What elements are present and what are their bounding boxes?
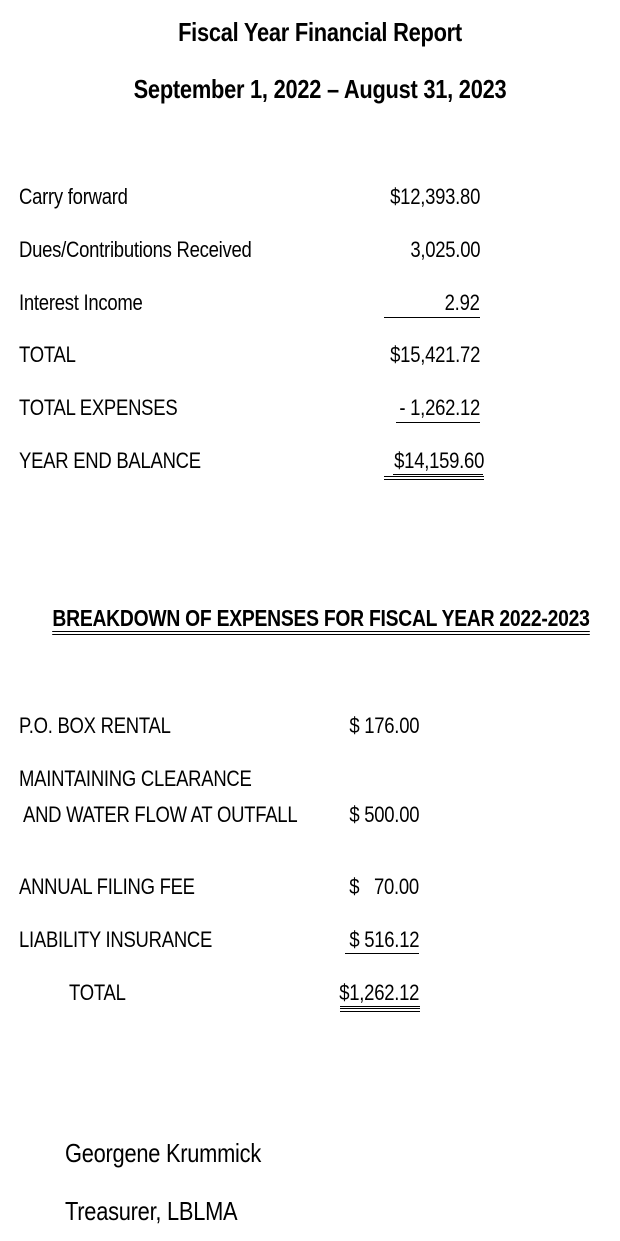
summary-label: Dues/Contributions Received <box>19 237 252 262</box>
summary-amount: - 1,262.12 <box>399 395 480 420</box>
expense-total-amount: $1,262.12 <box>339 980 419 1005</box>
summary-amount: 3,025.00 <box>410 237 480 262</box>
breakdown-heading: BREAKDOWN OF EXPENSES FOR FISCAL YEAR 2022-2023 <box>51 604 590 632</box>
balance-underline <box>393 474 483 475</box>
report-title: Fiscal Year Financial Report <box>178 17 462 47</box>
summary-amount: $14,159.60 <box>394 448 484 473</box>
summary-amount: 2.92 <box>445 290 480 315</box>
expense-amount: $ 516.12 <box>349 927 419 952</box>
balance-double-underline <box>384 476 484 480</box>
treasurer-name: Georgene Krummick <box>65 1138 261 1168</box>
expense-total-label: TOTAL <box>69 980 126 1005</box>
expense-label: LIABILITY INSURANCE <box>19 927 213 952</box>
subtotal-underline <box>384 317 480 318</box>
expense-total-underline <box>340 1006 420 1007</box>
expense-label: P.O. BOX RENTAL <box>19 713 171 738</box>
expense-amount: $ 70.00 <box>349 874 419 899</box>
expense-total-double-underline <box>340 1008 420 1012</box>
expenses-underline <box>396 422 480 423</box>
report-period: September 1, 2022 – August 31, 2023 <box>133 74 507 104</box>
summary-label: TOTAL EXPENSES <box>19 395 178 420</box>
insurance-underline <box>345 953 419 954</box>
expense-label: MAINTAINING CLEARANCE <box>19 766 252 791</box>
treasurer-title: Treasurer, LBLMA <box>65 1196 238 1226</box>
expense-amount: $ 500.00 <box>349 802 419 827</box>
summary-label: YEAR END BALANCE <box>19 448 201 473</box>
summary-amount: $12,393.80 <box>390 184 480 209</box>
summary-amount: $15,421.72 <box>390 342 480 367</box>
summary-label: Interest Income <box>19 290 143 315</box>
expense-label-continued: AND WATER FLOW AT OUTFALL <box>23 802 298 827</box>
expense-label: ANNUAL FILING FEE <box>19 874 195 899</box>
summary-label: TOTAL <box>19 342 76 367</box>
expense-amount: $ 176.00 <box>349 713 419 738</box>
summary-label: Carry forward <box>19 184 128 209</box>
